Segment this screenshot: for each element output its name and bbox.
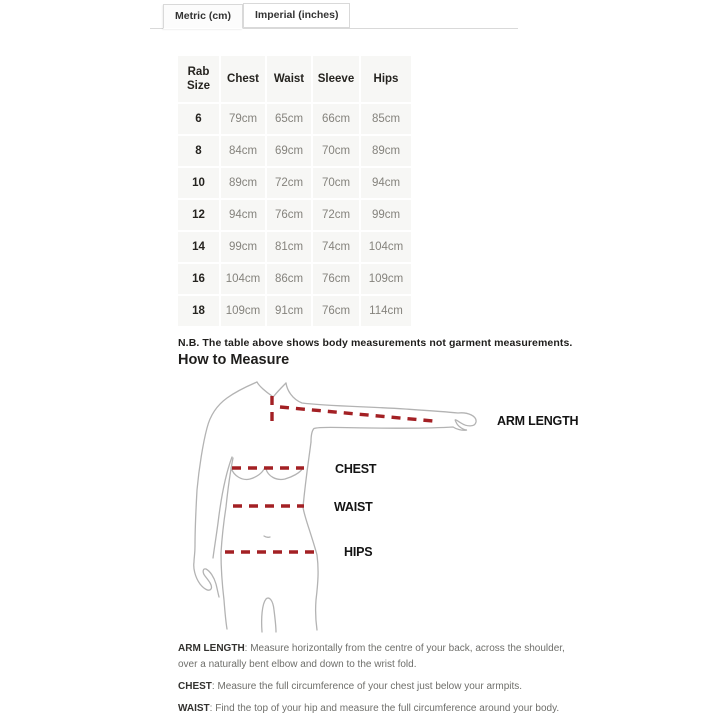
size-table-cell-chest: 94cm (221, 200, 265, 230)
size-table-cell-sleeve: 72cm (313, 200, 359, 230)
size-table-cell-sleeve: 76cm (313, 296, 359, 326)
size-table-cell-sleeve: 76cm (313, 264, 359, 294)
size-table-column-header: Waist (267, 56, 311, 102)
body-measurements-note: N.B. The table above shows body measurements not garment measurements. (178, 337, 573, 349)
instruction-label: ARM LENGTH (178, 643, 245, 654)
size-table-cell-waist: 91cm (267, 296, 311, 326)
hips-label: HIPS (344, 545, 373, 559)
instruction-paragraph (178, 679, 580, 695)
instruction-paragraph (178, 701, 580, 717)
size-table-row (178, 232, 411, 262)
size-table-body (178, 104, 411, 326)
tab-metric-cm[interactable]: Metric (cm) (163, 4, 243, 29)
size-table-column-header: Chest (221, 56, 265, 102)
size-table-cell-sleeve: 74cm (313, 232, 359, 262)
size-table-row (178, 168, 411, 198)
size-table-column-header: Hips (361, 56, 411, 102)
size-table-cell-sleeve: 70cm (313, 136, 359, 166)
size-table-cell-sleeve: 66cm (313, 104, 359, 134)
instruction-paragraph (178, 641, 580, 673)
instruction-label: WAIST (178, 703, 210, 714)
size-table-cell-waist: 86cm (267, 264, 311, 294)
size-table-row (178, 264, 411, 294)
measurement-diagram (180, 378, 590, 640)
size-table-cell-size: 10 (178, 168, 219, 198)
units-tab-bar (150, 3, 518, 29)
size-table-cell-size: 14 (178, 232, 219, 262)
size-table-cell-hips: 94cm (361, 168, 411, 198)
size-table-cell-waist: 72cm (267, 168, 311, 198)
size-table-column-header: Rab Size (178, 56, 219, 102)
size-table-cell-hips: 99cm (361, 200, 411, 230)
instruction-label: CHEST (178, 681, 212, 692)
chest-label: CHEST (335, 462, 377, 476)
size-table-row (178, 104, 411, 134)
size-table-cell-waist: 69cm (267, 136, 311, 166)
size-table-row (178, 296, 411, 326)
measurement-dashed-lines (225, 396, 433, 552)
how-to-measure-title: How to Measure (178, 352, 290, 368)
size-table-cell-chest: 89cm (221, 168, 265, 198)
size-table-cell-waist: 76cm (267, 200, 311, 230)
arm-length-label: ARM LENGTH (497, 414, 579, 428)
size-table-cell-size: 18 (178, 296, 219, 326)
instruction-text: : Find the top of your hip and measure the full circumference around your body. (209, 703, 560, 714)
size-table-cell-size: 12 (178, 200, 219, 230)
size-table-cell-chest: 104cm (221, 264, 265, 294)
size-table-row (178, 136, 411, 166)
waist-label: WAIST (334, 500, 373, 514)
size-table-cell-chest: 109cm (221, 296, 265, 326)
size-table-cell-hips: 85cm (361, 104, 411, 134)
size-table-row (178, 200, 411, 230)
size-table-cell-hips: 89cm (361, 136, 411, 166)
size-table-cell-waist: 81cm (267, 232, 311, 262)
instruction-text: : Measure horizontally from the centre of your back, across the shoulder, over a naturally bent elbow and down to the wrist fold. (178, 643, 565, 670)
size-table-cell-size: 8 (178, 136, 219, 166)
size-table-cell-sleeve: 70cm (313, 168, 359, 198)
size-table-cell-waist: 65cm (267, 104, 311, 134)
size-table-cell-hips: 114cm (361, 296, 411, 326)
size-table-cell-hips: 109cm (361, 264, 411, 294)
size-table-column-header: Sleeve (313, 56, 359, 102)
size-table (176, 54, 413, 328)
size-table-cell-chest: 84cm (221, 136, 265, 166)
measure-instructions (178, 641, 580, 723)
instruction-text: : Measure the full circumference of your chest just below your armpits. (211, 681, 523, 692)
size-table-cell-size: 6 (178, 104, 219, 134)
size-table-cell-chest: 79cm (221, 104, 265, 134)
size-table-cell-chest: 99cm (221, 232, 265, 262)
size-table-cell-size: 16 (178, 264, 219, 294)
size-table-cell-hips: 104cm (361, 232, 411, 262)
size-table-head-row (178, 56, 411, 102)
tab-imperial-inches[interactable]: Imperial (inches) (243, 3, 350, 28)
